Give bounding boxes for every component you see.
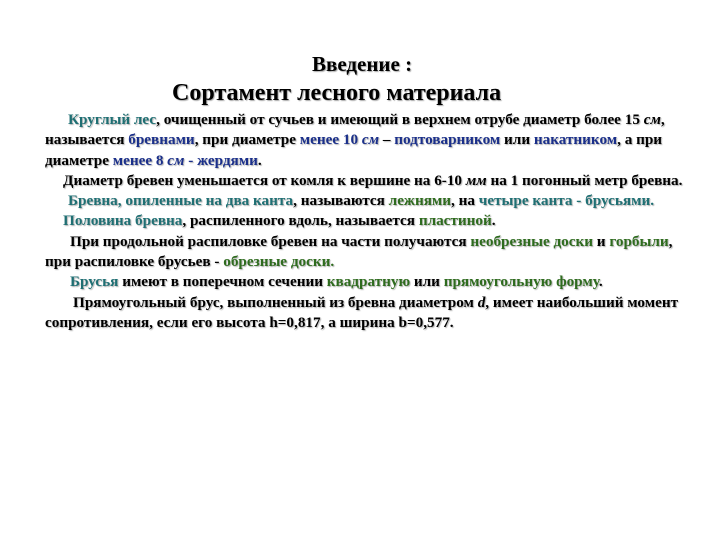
- term-zherdi: жердями: [197, 151, 258, 169]
- slide-title: Сортамент лесного материала: [172, 80, 502, 106]
- term-four-edges: четыре канта -: [478, 192, 582, 210]
- term-gorbyli: горбыли: [609, 232, 669, 250]
- term-square: квадратную: [326, 273, 411, 291]
- term-plastina: пластиной: [418, 212, 492, 230]
- term-nakatnik: накатником: [533, 131, 618, 149]
- paragraph-sawing: При продольной распиловке бревен на части получаются необрезные доски и горбыли, при распиловке брусьев - обрезные доски.: [45, 232, 673, 271]
- term-two-edges: Бревна, опиленные на два канта: [68, 192, 294, 210]
- paragraph-half-log: Половина бревна, распиленного вдоль, называется пластиной.: [63, 212, 496, 230]
- slide-body: [45, 110, 690, 333]
- term-round-timber: Круглый лес: [68, 111, 157, 128]
- intro-heading: Введение :: [312, 52, 413, 76]
- term-edged-boards: обрезные доски.: [223, 253, 335, 271]
- term-logs: бревнами: [128, 131, 195, 149]
- term-rectangular: прямоугольную: [443, 273, 553, 291]
- paragraph-two-edges: Бревна, опиленные на два канта, называются лежнями, на четыре канта - брусьями.: [68, 192, 654, 210]
- paragraph-round-timber: Круглый лес, очищенный от сучьев и имеющий в верхнем отрубе диаметр более 15 см, называется бревнами, при диаметре менее 10 см – подтоварником или накатником, а при диаметре менее 8 см - жердями.: [45, 111, 665, 169]
- term-half-log: Половина бревна: [63, 212, 183, 230]
- term-unedged-boards: необрезные доски: [470, 232, 593, 250]
- term-podtovarnik: подтоварником: [394, 131, 501, 149]
- term-beams: Брусья: [70, 273, 119, 291]
- paragraph-diameter: Диаметр бревен уменьшается от комля к вершине на 6-10 мм на 1 погонный метр бревна.: [63, 171, 683, 189]
- paragraph-beam-section: Брусья имеют в поперечном сечении квадратную или прямоугольную форму.: [70, 273, 603, 291]
- term-lezhni: лежнями: [388, 192, 452, 210]
- term-brusya: брусьями.: [585, 192, 654, 210]
- term-form: форму: [556, 273, 599, 291]
- paragraph-rectangular-beam: Прямоугольный брус, выполненный из бревна диаметром d, имеет наибольший момент сопротивления, если его высота h=0,817, а ширина b=0,577.: [45, 293, 679, 331]
